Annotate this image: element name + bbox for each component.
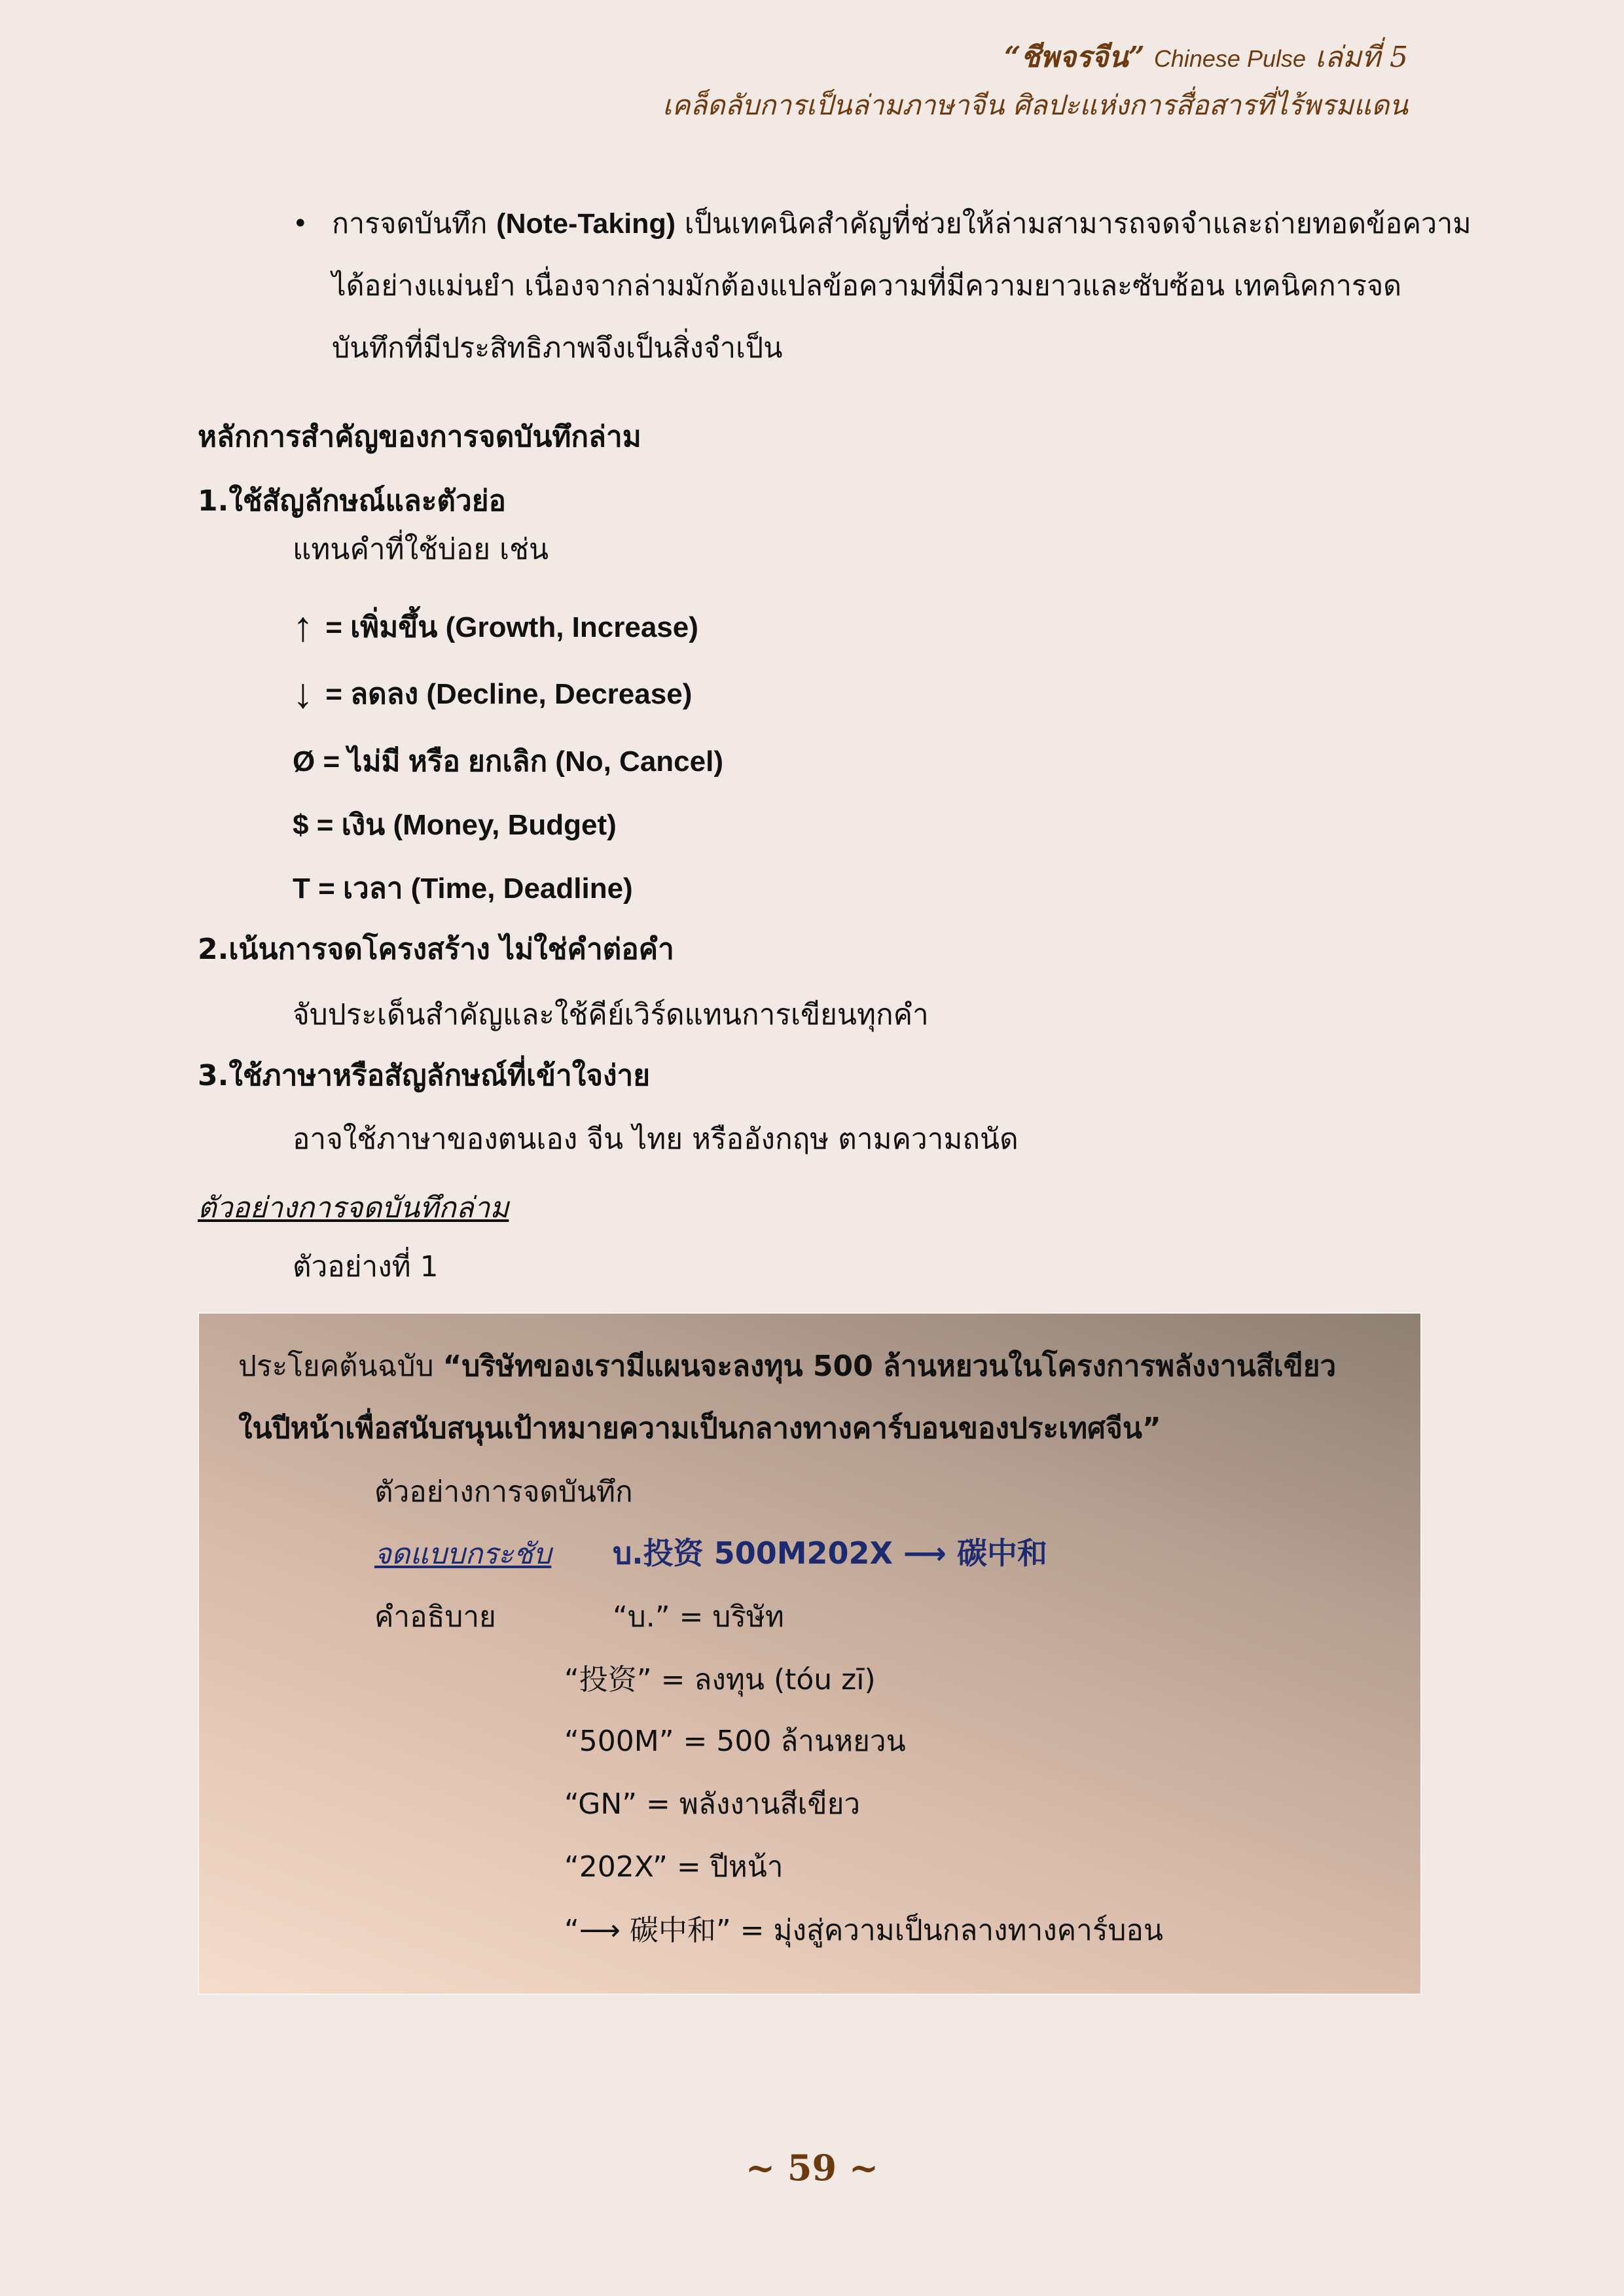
running-header-title [1004, 34, 1408, 80]
example-box [198, 1312, 1422, 1995]
principle-1-intro: แทนคำที่ใช้บ่อย เช่น [293, 533, 549, 566]
down-arrow-icon: ↓ [293, 670, 314, 717]
original-sentence-line-1: ประโยคต้นฉบับ “บริษัทของเรามีแผนจะลงทุน 500 ล้านหยวนในโครงการพลังงานสีเขียว [238, 1350, 1337, 1383]
concise-label: จดแบบกระชับ [374, 1537, 552, 1571]
explanation-row: “⟶ 碳中和” = มุ่งสู่ความเป็นกลางทางคาร์บอน [564, 1914, 1163, 1947]
running-header-subtitle: เคล็ดลับการเป็นล่ามภาษาจีน ศิลปะแห่งการสื่อสารที่ไร้พรมแดน [662, 89, 1408, 121]
explanation-row: “500M” = 500 ล้านหยวน [564, 1725, 906, 1758]
symbol-none: Ø = ไม่มี หรือ ยกเลิก (No, Cancel) [293, 745, 724, 778]
note-taking-term: (Note-Taking) [496, 208, 676, 240]
principle-3-desc: อาจใช้ภาษาของตนเอง จีน ไทย หรืออังกฤษ ตามความถนัด [293, 1122, 1019, 1156]
concise-notes: บ.投资 500M202X ⟶ 碳中和 [613, 1535, 1047, 1571]
principle-2-desc: จับประเด็นสำคัญและใช้คีย์เวิร์ดแทนการเขียนทุกคำ [293, 998, 929, 1031]
symbol-increase: ↑ = เพิ่มขึ้น (Growth, Increase) [293, 603, 698, 650]
series-name-en: Chinese Pulse [1153, 45, 1306, 72]
series-name: “ชีพจรจีน” [1004, 41, 1145, 74]
explanation-row: “投资” = ลงทุน (tóu zī) [564, 1663, 876, 1696]
bullet-dot-icon: • [293, 209, 308, 239]
principle-2-title: 2.เน้นการจดโครงสร้าง ไม่ใช่คำต่อคำ [198, 933, 674, 966]
bullet-line-3: บันทึกที่มีประสิทธิภาพจึงเป็นสิ่งจำเป็น [332, 332, 783, 365]
bullet-line-2: ได้อย่างแม่นยำ เนื่องจากล่ามมักต้องแปลข้อความที่มีความยาวและซับซ้อน เทคนิคการจด [332, 270, 1402, 302]
principle-1-title: 1.ใช้สัญลักษณ์และตัวย่อ [198, 484, 506, 518]
example-label: ตัวอย่างที่ 1 [293, 1250, 439, 1283]
explain-label: คำอธิบาย [374, 1600, 496, 1634]
up-arrow-icon: ↑ [293, 603, 314, 650]
symbol-decrease: ↓ = ลดลง (Decline, Decrease) [293, 670, 693, 717]
original-sentence-line-2: ในปีหน้าเพื่อสนับสนุนเป้าหมายความเป็นกลางทางคาร์บอนของประเทศจีน” [238, 1412, 1161, 1445]
page-number: ~ 59 ~ [745, 2147, 879, 2189]
volume-label: เล่มที่ 5 [1315, 41, 1408, 74]
explanation-row: “บ.” = บริษัท [613, 1600, 784, 1634]
notes-label: ตัวอย่างการจดบันทึก [374, 1475, 633, 1509]
bullet-line-1: การจดบันทึก (Note-Taking) เป็นเทคนิคสำคัญที่ช่วยให้ล่ามสามารถจดจำและถ่ายทอดข้อความ [332, 207, 1471, 240]
symbol-money: $ = เงิน (Money, Budget) [293, 809, 617, 841]
explanation-row: “202X” = ปีหน้า [564, 1850, 784, 1884]
principle-3-title: 3.ใช้ภาษาหรือสัญลักษณ์ที่เข้าใจง่าย [198, 1059, 651, 1092]
principles-title: หลักการสำคัญของการจดบันทึกล่าม [198, 420, 641, 454]
symbol-time: T = เวลา (Time, Deadline) [293, 872, 633, 905]
explanation-row: “GN” = พลังงานสีเขียว [564, 1787, 861, 1821]
example-heading: ตัวอย่างการจดบันทึกล่าม [198, 1191, 509, 1225]
